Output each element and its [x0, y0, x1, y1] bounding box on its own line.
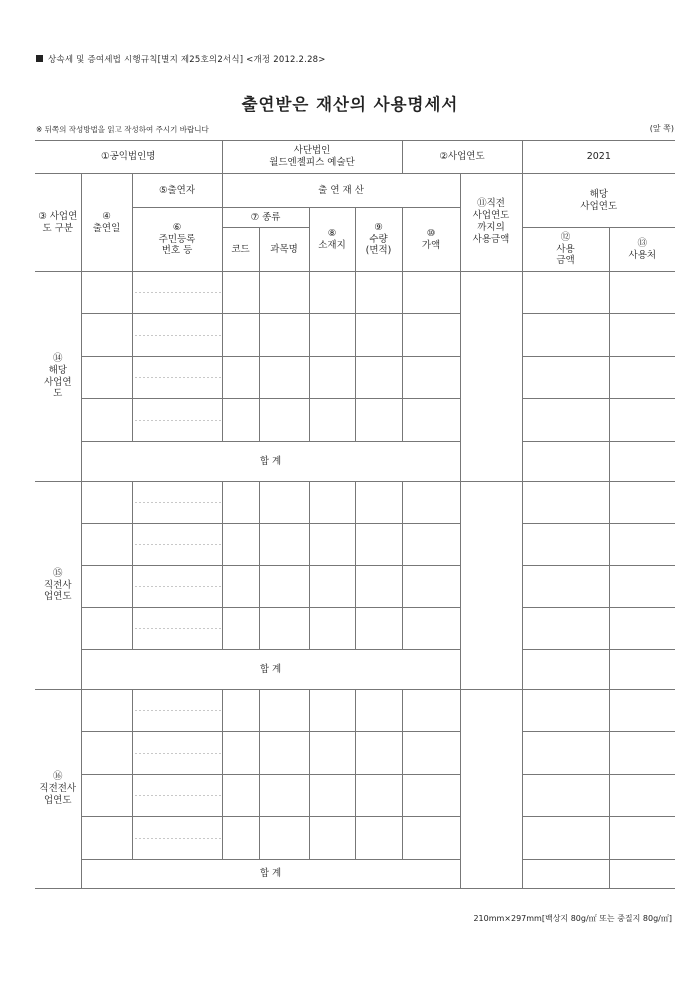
subtotal-label: 합 계 [81, 860, 460, 889]
section-current-year: ⑭ 해당 사업연 도 [35, 272, 81, 482]
input-cell[interactable] [609, 775, 675, 817]
input-cell[interactable] [522, 608, 609, 650]
input-cell[interactable] [522, 566, 609, 608]
input-cell[interactable] [259, 690, 309, 732]
input-cell[interactable] [259, 272, 309, 314]
input-cell[interactable] [609, 314, 675, 357]
prior-use-amount-cell[interactable] [460, 482, 522, 690]
subtotal-row [35, 442, 675, 482]
input-cell[interactable] [222, 817, 259, 860]
input-cell[interactable] [355, 690, 402, 732]
square-bullet-icon [36, 55, 43, 62]
input-cell[interactable] [309, 732, 355, 775]
prior-use-amount-cell[interactable] [460, 272, 522, 482]
input-cell[interactable] [309, 399, 355, 442]
input-cell[interactable] [309, 272, 355, 314]
input-cell[interactable] [402, 357, 460, 399]
table-row [35, 775, 675, 817]
info-row [35, 141, 675, 174]
col-quantity: ⑨ 수량 (면적) [355, 208, 402, 272]
paper-spec: 210mm×297mm[백상지 80g/㎡ 또는 중질지 80g/㎡] [473, 914, 672, 923]
input-cell[interactable] [402, 817, 460, 860]
input-cell[interactable] [309, 482, 355, 524]
input-cell[interactable] [402, 272, 460, 314]
subtotal-label: 합 계 [81, 442, 460, 482]
input-cell[interactable] [355, 314, 402, 357]
col-code: 코드 [222, 228, 259, 272]
input-cell[interactable] [402, 775, 460, 817]
input-cell[interactable] [81, 608, 132, 650]
input-cell[interactable] [132, 524, 222, 566]
input-cell[interactable] [309, 608, 355, 650]
table-row [35, 482, 675, 524]
input-cell[interactable] [522, 732, 609, 775]
col-prior-use-amount: ⑪직전 사업연도 까지의 사용금액 [460, 174, 522, 272]
input-cell[interactable] [402, 314, 460, 357]
input-cell[interactable] [132, 314, 222, 357]
input-cell[interactable] [522, 690, 609, 732]
input-cell[interactable] [81, 524, 132, 566]
input-cell[interactable] [132, 775, 222, 817]
col-contribution-date: ④ 출연일 [81, 174, 132, 272]
input-cell[interactable] [222, 357, 259, 399]
input-cell[interactable] [222, 690, 259, 732]
input-cell[interactable] [81, 482, 132, 524]
input-cell[interactable] [402, 482, 460, 524]
header-row-1 [35, 174, 675, 208]
prior-use-amount-cell[interactable] [460, 690, 522, 889]
input-cell[interactable] [355, 775, 402, 817]
input-cell[interactable] [132, 566, 222, 608]
col-year-division: ③ 사업연도 구분 [35, 174, 81, 272]
input-cell[interactable] [81, 314, 132, 357]
input-cell[interactable] [259, 357, 309, 399]
input-cell[interactable] [309, 690, 355, 732]
section-two-years-prior: ⑯ 직전전사 업연도 [35, 690, 81, 889]
col-contributor: ⑤출연자 [132, 174, 222, 208]
input-cell[interactable] [132, 732, 222, 775]
input-cell[interactable] [402, 566, 460, 608]
input-cell[interactable] [522, 399, 609, 442]
table-row [35, 566, 675, 608]
input-cell[interactable] [222, 608, 259, 650]
input-cell[interactable] [222, 566, 259, 608]
page-side-label: (앞 쪽) [649, 124, 674, 133]
corp-name-value[interactable]: 사단법인 월드엔젤피스 예술단 [222, 141, 402, 174]
input-cell[interactable] [609, 608, 675, 650]
input-cell[interactable] [402, 732, 460, 775]
input-cell[interactable] [259, 566, 309, 608]
input-cell[interactable] [522, 442, 609, 482]
input-cell[interactable] [522, 650, 609, 690]
col-contributed-assets: 출 연 재 산 [222, 174, 460, 208]
input-cell[interactable] [259, 608, 309, 650]
input-cell[interactable] [132, 399, 222, 442]
input-cell[interactable] [609, 690, 675, 732]
input-cell[interactable] [259, 732, 309, 775]
input-cell[interactable] [132, 817, 222, 860]
input-cell[interactable] [259, 524, 309, 566]
document-title: 출연받은 재산의 사용명세서 [241, 95, 459, 114]
col-subject: 과목명 [259, 228, 309, 272]
input-cell[interactable] [132, 690, 222, 732]
subtotal-row [35, 860, 675, 889]
subtotal-row [35, 650, 675, 690]
input-cell[interactable] [309, 357, 355, 399]
col-asset-type: ⑦ 종류 [222, 208, 309, 228]
instruction-note: ※ 뒤쪽의 작성방법을 읽고 작성하여 주시기 바랍니다 [36, 125, 209, 134]
input-cell[interactable] [259, 314, 309, 357]
input-cell[interactable] [609, 650, 675, 690]
input-cell[interactable] [222, 314, 259, 357]
input-cell[interactable] [522, 272, 609, 314]
input-cell[interactable] [309, 314, 355, 357]
table-row [35, 732, 675, 775]
input-cell[interactable] [402, 524, 460, 566]
input-cell[interactable] [81, 566, 132, 608]
input-cell[interactable] [81, 775, 132, 817]
input-cell[interactable] [222, 272, 259, 314]
subtotal-label: 합 계 [81, 650, 460, 690]
input-cell[interactable] [132, 272, 222, 314]
law-reference: 상속세 및 증여세법 시행규칙[별지 제25호의2서식] <개정 2012.2.28> [36, 53, 326, 65]
input-cell[interactable] [81, 272, 132, 314]
input-cell[interactable] [259, 399, 309, 442]
col-current-year: 해당 사업연도 [522, 174, 675, 228]
input-cell[interactable] [522, 314, 609, 357]
input-cell[interactable] [609, 860, 675, 889]
input-cell[interactable] [259, 775, 309, 817]
table-row [35, 817, 675, 860]
input-cell[interactable] [222, 775, 259, 817]
input-cell[interactable] [222, 524, 259, 566]
input-cell[interactable] [132, 608, 222, 650]
input-cell[interactable] [81, 399, 132, 442]
table-row [35, 272, 675, 314]
table-row [35, 357, 675, 399]
input-cell[interactable] [609, 732, 675, 775]
input-cell[interactable] [355, 608, 402, 650]
input-cell[interactable] [609, 357, 675, 399]
input-cell[interactable] [355, 732, 402, 775]
input-cell[interactable] [81, 357, 132, 399]
input-cell[interactable] [522, 775, 609, 817]
input-cell[interactable] [522, 817, 609, 860]
input-cell[interactable] [355, 357, 402, 399]
input-cell[interactable] [259, 817, 309, 860]
input-cell[interactable] [132, 357, 222, 399]
input-cell[interactable] [259, 482, 309, 524]
input-cell[interactable] [355, 272, 402, 314]
input-cell[interactable] [355, 399, 402, 442]
input-cell[interactable] [609, 442, 675, 482]
table-row [35, 399, 675, 442]
input-cell[interactable] [222, 482, 259, 524]
input-cell[interactable] [522, 482, 609, 524]
input-cell[interactable] [222, 399, 259, 442]
input-cell[interactable] [609, 566, 675, 608]
usage-statement-table [35, 140, 675, 889]
input-cell[interactable] [355, 566, 402, 608]
input-cell[interactable] [522, 524, 609, 566]
col-registration-number: ⑥ 주민등록 번호 등 [132, 208, 222, 272]
input-cell[interactable] [355, 482, 402, 524]
input-cell[interactable] [609, 817, 675, 860]
input-cell[interactable] [609, 399, 675, 442]
input-cell[interactable] [132, 482, 222, 524]
input-cell[interactable] [522, 860, 609, 889]
input-cell[interactable] [309, 566, 355, 608]
table-row [35, 314, 675, 357]
col-use-amount: ⑫ 사용 금액 [522, 228, 609, 272]
business-year-label: ②사업연도 [402, 141, 522, 174]
section-previous-year: ⑮ 직전사 업연도 [35, 482, 81, 690]
input-cell[interactable] [402, 690, 460, 732]
input-cell[interactable] [402, 608, 460, 650]
business-year-value[interactable]: 2021 [522, 141, 675, 174]
col-use-place: ⑬ 사용처 [609, 228, 675, 272]
corp-name-label: ①공익법인명 [35, 141, 222, 174]
col-location: ⑧ 소재지 [309, 208, 355, 272]
input-cell[interactable] [609, 482, 675, 524]
input-cell[interactable] [81, 732, 132, 775]
input-cell[interactable] [81, 817, 132, 860]
input-cell[interactable] [309, 775, 355, 817]
input-cell[interactable] [609, 524, 675, 566]
input-cell[interactable] [522, 357, 609, 399]
input-cell[interactable] [355, 524, 402, 566]
input-cell[interactable] [309, 817, 355, 860]
col-value: ⑩ 가액 [402, 208, 460, 272]
table-row [35, 524, 675, 566]
input-cell[interactable] [402, 399, 460, 442]
input-cell[interactable] [355, 817, 402, 860]
input-cell[interactable] [222, 732, 259, 775]
input-cell[interactable] [609, 272, 675, 314]
input-cell[interactable] [309, 524, 355, 566]
table-row [35, 690, 675, 732]
table-row [35, 608, 675, 650]
input-cell[interactable] [81, 690, 132, 732]
